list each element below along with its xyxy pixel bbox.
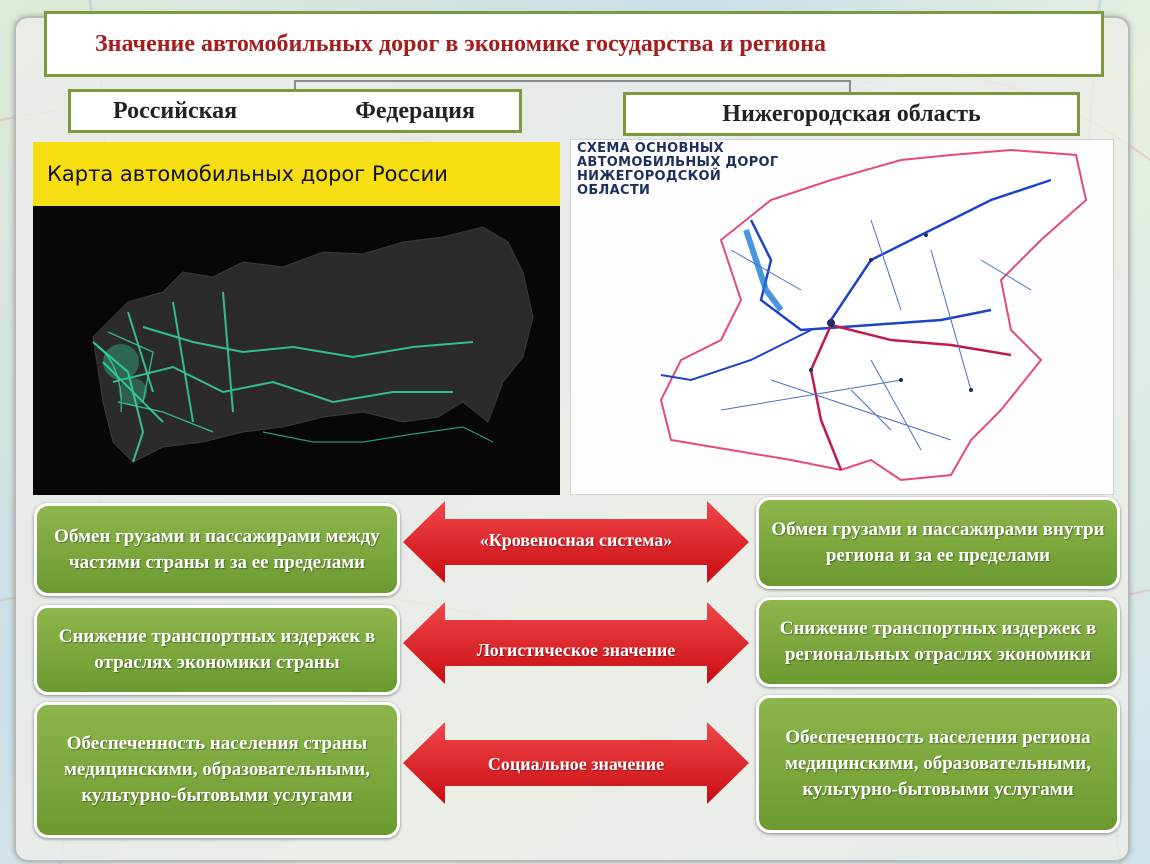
russia-map-image (33, 142, 560, 495)
region-costs-box (756, 597, 1120, 687)
social-label: Социальное значение (487, 754, 665, 774)
nizhny-map-title-line: СХЕМА ОСНОВНЫХ (577, 141, 724, 156)
connector-line (294, 80, 850, 82)
page-title-box (44, 11, 1104, 77)
region-exchange-text: Обмен грузами и пассажирами внутри региона и за ее пределами (771, 519, 1105, 566)
logistics-arrow (403, 602, 749, 684)
social-arrow (403, 722, 749, 804)
nizhny-road-map (570, 139, 1114, 495)
region-social-text: Обеспеченность населения региона медицинскими, образовательными, культурно-бытовыми услугами (784, 727, 1092, 800)
nizhny-map-title-line: ОБЛАСТИ (577, 183, 651, 198)
header-russia-word2: Федерация (355, 97, 475, 124)
region-costs-text: Снижение транспортных издержек в региональных отраслях экономики (779, 618, 1097, 665)
russia-exchange-text: Обмен грузами и пассажирами между частями страны и за ее пределами (54, 525, 380, 573)
header-nizhny-label: Нижегородская область (722, 100, 981, 127)
russia-costs-box (34, 605, 400, 695)
blood-system-arrow (403, 501, 749, 583)
russia-social-box (34, 702, 400, 838)
blood-system-label: «Кровеносная система» (479, 530, 673, 550)
header-russia (68, 89, 522, 133)
russia-road-map (33, 142, 560, 495)
header-nizhny (623, 92, 1080, 136)
region-social-box (756, 695, 1120, 833)
russia-costs-text: Снижение транспортных издержек в отраслях экономики страны (58, 626, 376, 673)
header-russia-word1: Российская (113, 97, 238, 124)
russia-social-text: Обеспеченность населения страны медицинскими, образовательными, культурно-бытовыми услугами (63, 733, 371, 806)
nizhny-map-title-line: АВТОМОБИЛЬНЫХ ДОРОГ (577, 155, 779, 170)
logistics-label: Логистическое значение (476, 640, 676, 660)
nizhny-map-title (577, 142, 778, 198)
page-title: Значение автомобильных дорог в экономике государства и региона (95, 30, 827, 57)
region-exchange-box (756, 497, 1120, 589)
nizhny-map-title-line: НИЖЕГОРОДСКОЙ (577, 169, 722, 184)
russia-map-title: Карта автомобильных дорог России (47, 162, 448, 186)
russia-exchange-box (34, 503, 400, 596)
